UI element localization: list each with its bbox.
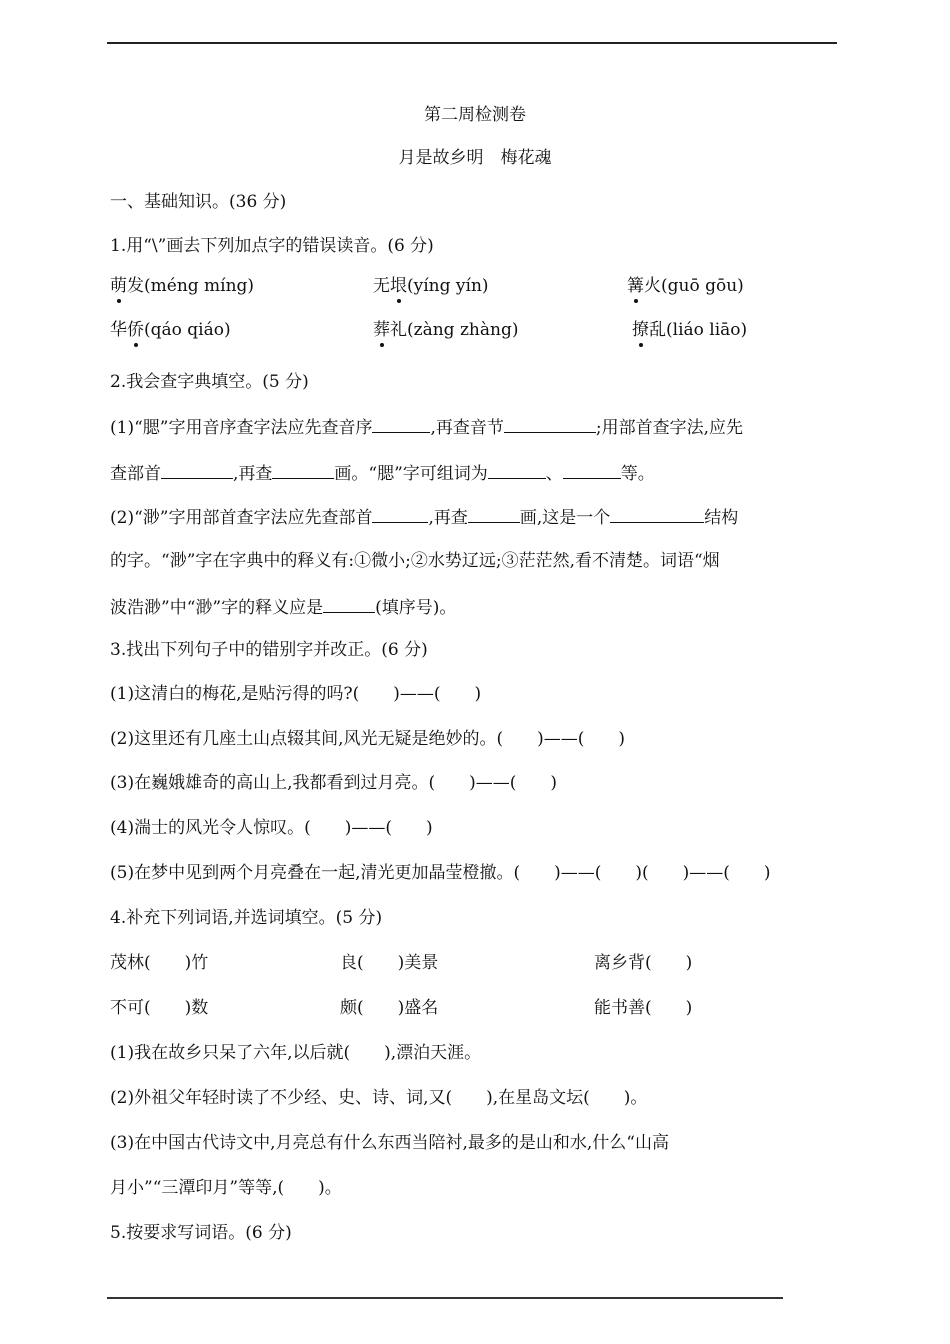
q4-sentence: (1)我在故乡只呆了六年,以后就( ),漂泊天涯。 xyxy=(110,1043,482,1063)
text: ,再查 xyxy=(233,464,273,484)
page-subtitle: 月是故乡明 梅花魂 xyxy=(398,148,552,168)
pinyin-item xyxy=(627,274,744,298)
dotted-char: 侨 xyxy=(127,320,144,340)
text: ,再查 xyxy=(428,508,468,528)
pinyin-pre: 华 xyxy=(110,320,127,340)
answer-blank[interactable] xyxy=(272,460,334,479)
text: 画,这是一个 xyxy=(519,508,611,528)
pinyin-item xyxy=(632,318,747,342)
text: (1)“腮”字用音序查字法应先查音序 xyxy=(110,418,373,438)
text: (填序号)。 xyxy=(375,598,457,618)
idiom-item: 能书善( ) xyxy=(594,998,693,1018)
page-title: 第二周检测卷 xyxy=(424,105,526,125)
header-rule xyxy=(107,42,837,44)
text: ;用部首查字法,应先 xyxy=(595,418,744,438)
idiom-item: 良( )美景 xyxy=(340,953,439,973)
answer-blank[interactable] xyxy=(488,460,546,479)
answer-blank[interactable] xyxy=(610,504,704,523)
q4-sentence: (3)在中国古代诗文中,月亮总有什么东西当陪衬,最多的是山和水,什么“山高 xyxy=(110,1133,669,1153)
text: 波浩渺”中“渺”字的释义应是 xyxy=(110,598,324,618)
answer-blank[interactable] xyxy=(372,504,428,523)
dotted-char: 撩 xyxy=(632,320,649,340)
pinyin-text: 乱(liáo liāo) xyxy=(649,320,748,340)
text: 、 xyxy=(545,464,563,484)
text: 画。“腮”字可组词为 xyxy=(334,464,488,484)
q2-part1-line2 xyxy=(110,460,655,486)
dotted-char: 垠 xyxy=(390,276,407,296)
answer-blank[interactable] xyxy=(161,460,233,479)
q4-prompt: 4.补充下列词语,并选词填空。(5 分) xyxy=(110,908,383,928)
idiom-item: 颇( )盛名 xyxy=(340,998,439,1018)
q2-part2-line3 xyxy=(110,594,456,620)
text: ,再查音节 xyxy=(430,418,504,438)
pinyin-item xyxy=(373,318,518,342)
q2-prompt: 2.我会查字典填空。(5 分) xyxy=(110,372,309,392)
pinyin-text: 礼(zàng zhàng) xyxy=(390,320,519,340)
text: 结构 xyxy=(704,508,739,528)
q3-item: (3)在巍娥雄奇的高山上,我都看到过月亮。( )——( ) xyxy=(110,773,558,793)
q3-item: (4)湍士的风光令人惊叹。( )——( ) xyxy=(110,818,433,838)
text: 等。 xyxy=(620,464,655,484)
q4-sentence: (2)外祖父年轻时读了不少经、史、诗、词,又( ),在星岛文坛( )。 xyxy=(110,1088,648,1108)
q3-item: (5)在梦中见到两个月亮叠在一起,清光更加晶莹橙撤。( )——( )( )——( ) xyxy=(110,863,771,883)
idiom-item: 不可( )数 xyxy=(110,998,209,1018)
text: 查部首 xyxy=(110,464,161,484)
answer-blank[interactable] xyxy=(563,460,621,479)
pinyin-text: (qáo qiáo) xyxy=(144,320,231,340)
q2-part1-line1 xyxy=(110,414,743,440)
section-heading: 一、基础知识。(36 分) xyxy=(110,192,287,212)
q5-prompt: 5.按要求写词语。(6 分) xyxy=(110,1223,292,1243)
pinyin-item xyxy=(110,274,254,298)
q2-part2-line2: 的字。“渺”字在字典中的释义有:①微小;②水势辽远;③茫茫然,看不清楚。词语“烟 xyxy=(110,551,720,571)
pinyin-text: (yíng yín) xyxy=(407,276,489,296)
pinyin-pre: 无 xyxy=(373,276,390,296)
pinyin-item xyxy=(110,318,231,342)
answer-blank[interactable] xyxy=(372,414,430,433)
q3-prompt: 3.找出下列句子中的错别字并改正。(6 分) xyxy=(110,640,428,660)
q1-prompt: 1.用“\”画去下列加点字的错误读音。(6 分) xyxy=(110,236,434,256)
dotted-char: 萌 xyxy=(110,276,127,296)
pinyin-text: 火(guō gōu) xyxy=(644,276,744,296)
answer-blank[interactable] xyxy=(468,504,520,523)
text: (2)“渺”字用部首查字法应先查部首 xyxy=(110,508,373,528)
q4-sentence: 月小”“三潭印月”等等,( )。 xyxy=(110,1178,342,1198)
dotted-char: 葬 xyxy=(373,320,390,340)
answer-blank[interactable] xyxy=(504,414,596,433)
q3-item: (2)这里还有几座土山点辍其间,风光无疑是绝妙的。( )——( ) xyxy=(110,729,626,749)
q2-part2-line1 xyxy=(110,504,738,530)
idiom-item: 离乡背( ) xyxy=(594,953,693,973)
dotted-char: 篝 xyxy=(627,276,644,296)
q3-item: (1)这清白的梅花,是贴污得的吗?( )——( ) xyxy=(110,684,482,704)
answer-blank[interactable] xyxy=(323,594,375,613)
footer-rule xyxy=(107,1297,783,1299)
pinyin-item xyxy=(373,274,489,298)
idiom-item: 茂林( )竹 xyxy=(110,953,209,973)
pinyin-text: 发(méng míng) xyxy=(127,276,255,296)
